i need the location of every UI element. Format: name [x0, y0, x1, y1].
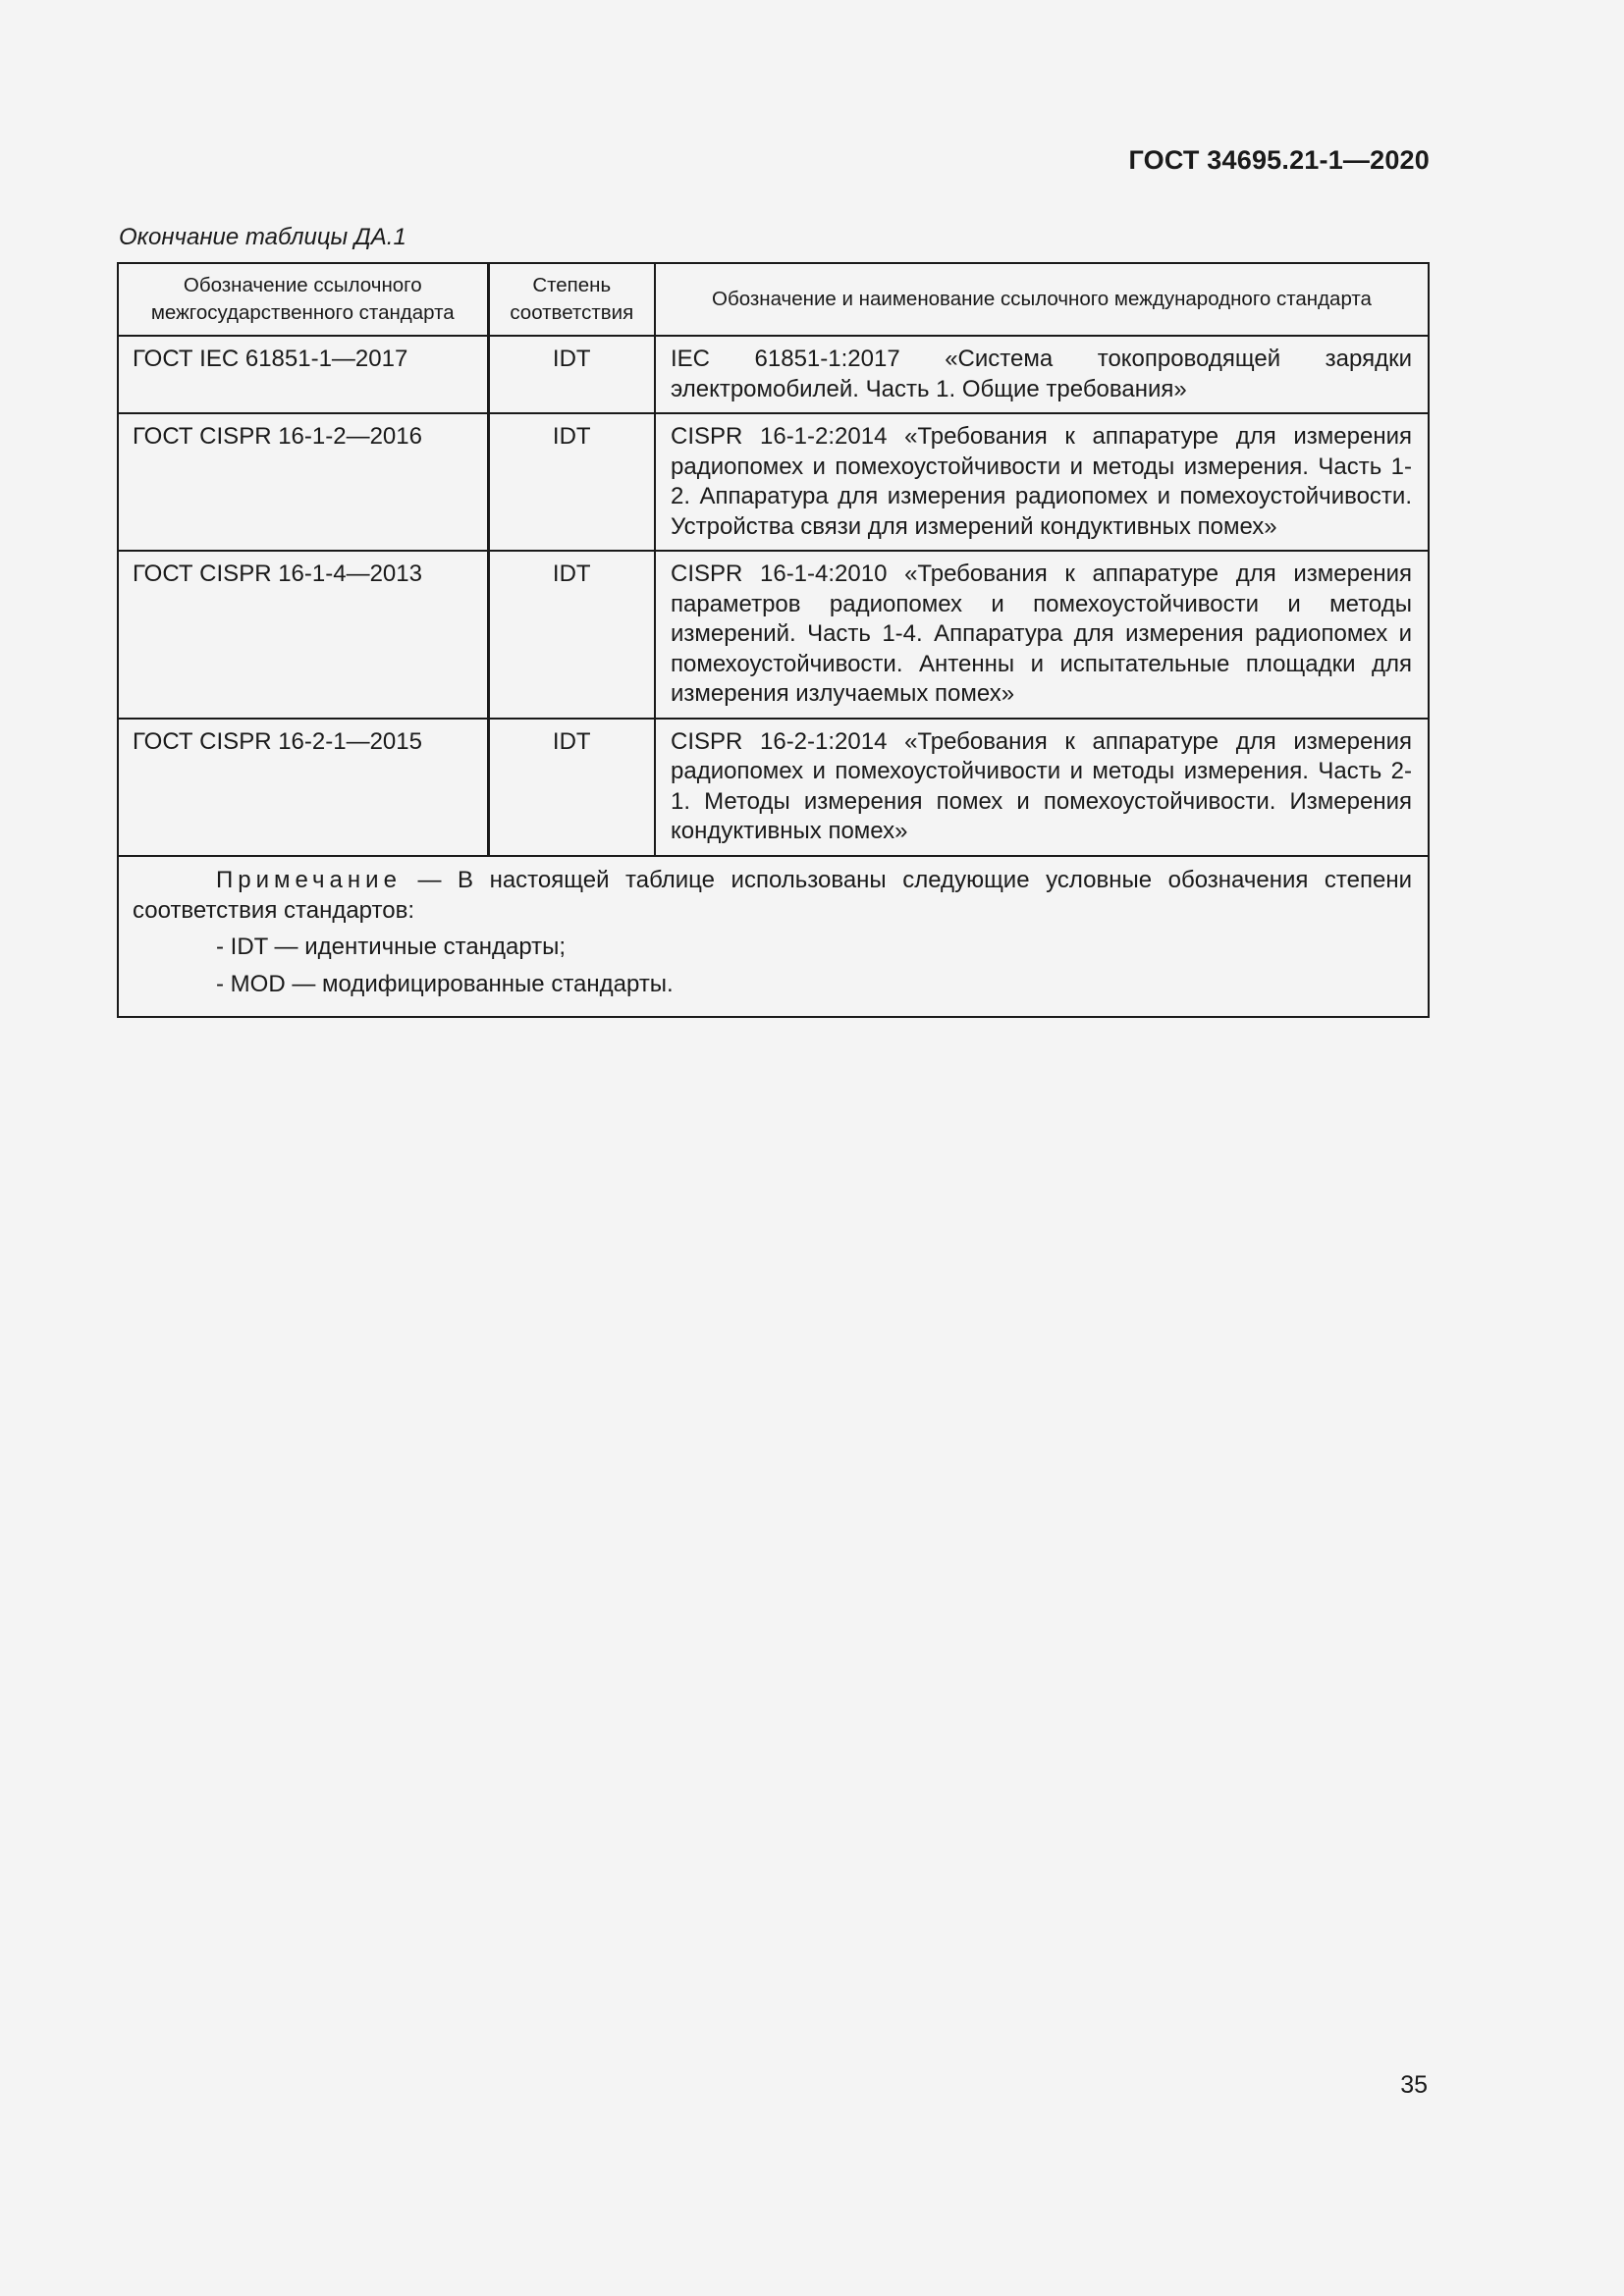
table-row	[118, 336, 1429, 413]
note-label: Примечание	[216, 866, 402, 893]
table-note-row	[118, 856, 1429, 1017]
note-list-item: - MOD — модифицированные стандарты.	[216, 970, 674, 997]
intl-standard-cell: CISPR 16-2-1:2014 «Требования к аппаратуре для измерения радиопомех и помехоустойчивости и методы измерения. Часть 2-1. Методы измерения помех и помехоустойчивости. Измерения кондуктивных помех»	[655, 719, 1429, 856]
column-header-gost: Обозначение ссылочного межгосударственного стандарта	[118, 263, 488, 336]
table-row	[118, 719, 1429, 856]
table-note	[118, 856, 1429, 1017]
intl-standard-cell: CISPR 16-1-4:2010 «Требования к аппаратуре для измерения параметров радиопомех и помехоустойчивости и методы измерений. Часть 1-4. Аппаратура для измерения радиопомех и помехоустойчивости. Антенны и испытательные площадки для измерения излучаемых помех»	[655, 551, 1429, 719]
column-header-degree: Степень соответствия	[488, 263, 655, 336]
document-code: ГОСТ 34695.21-1—2020	[1128, 145, 1430, 175]
note-list-item: - IDT — идентичные стандарты;	[216, 933, 567, 960]
note-paragraph	[133, 865, 1412, 926]
gost-designation-cell: ГОСТ CISPR 16-1-4—2013	[118, 551, 488, 719]
degree-cell: IDT	[488, 336, 655, 413]
column-header-intl: Обозначение и наименование ссылочного международного стандарта	[655, 263, 1429, 336]
table-header-row	[118, 263, 1429, 336]
gost-designation-cell: ГОСТ IEC 61851-1—2017	[118, 336, 488, 413]
intl-standard-cell: CISPR 16-1-2:2014 «Требования к аппаратуре для измерения радиопомех и помехоустойчивости и методы измерения. Часть 1-2. Аппаратура для измерения радиопомех и помехоустойчивости. Устройства связи для измерений кондуктивных помех»	[655, 413, 1429, 551]
degree-cell: IDT	[488, 413, 655, 551]
degree-cell: IDT	[488, 719, 655, 856]
gost-designation-cell: ГОСТ CISPR 16-2-1—2015	[118, 719, 488, 856]
degree-cell: IDT	[488, 551, 655, 719]
page-number: 35	[1400, 2071, 1428, 2099]
standards-table	[117, 262, 1430, 1018]
note-text: — В настоящей таблице использованы следующие условные обозначения степени соответствия стандартов:	[133, 866, 1412, 924]
intl-standard-cell: IEC 61851-1:2017 «Система токопроводящей зарядки электромобилей. Часть 1. Общие требования»	[655, 336, 1429, 413]
note-list	[133, 932, 1412, 999]
table-row	[118, 551, 1429, 719]
table-row	[118, 413, 1429, 551]
gost-designation-cell: ГОСТ CISPR 16-1-2—2016	[118, 413, 488, 551]
table-caption: Окончание таблицы ДА.1	[119, 224, 406, 250]
